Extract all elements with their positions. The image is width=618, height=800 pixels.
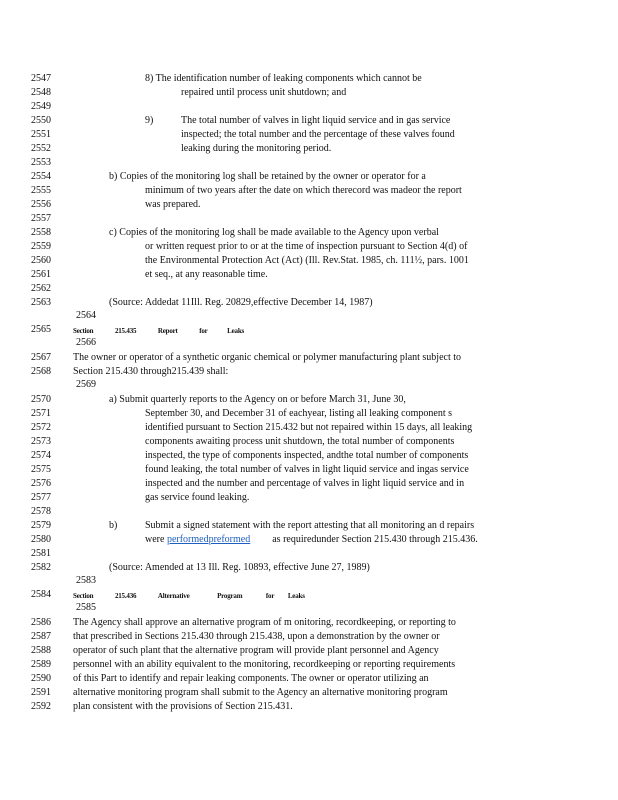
line-number: 2573 (31, 436, 51, 447)
text-line: gas service found leaking. (145, 492, 250, 503)
line-number: 2575 (31, 464, 51, 475)
text-line: the Environmental Protection Act (Act) (Ill. Rev.Stat. 1985, ch. 111½, pars. 1001 (145, 255, 469, 266)
line-number: 2583 (76, 575, 96, 586)
line-number: 2580 (31, 534, 51, 545)
line-number: 2571 (31, 408, 51, 419)
line-number: 2589 (31, 659, 51, 670)
line-number: 2555 (31, 185, 51, 196)
line-number: 2564 (76, 310, 96, 321)
text-line: The owner or operator of a synthetic organic chemical or polymer manufacturing plant subject to (73, 352, 462, 363)
text-line: The total number of valves in light liquid service and in gas service (181, 115, 451, 126)
line-number: 2560 (31, 255, 51, 266)
section-label: Section (73, 592, 94, 600)
line-number: 2588 (31, 645, 51, 656)
text-line: minimum of two years after the date on which therecord was madeor the report (145, 185, 462, 196)
line-number: 2549 (31, 101, 51, 112)
line-number: 2582 (31, 562, 51, 573)
text-line: was prepared. (145, 199, 201, 210)
line-number: 2586 (31, 617, 51, 628)
text-fragment: as requiredunder Section 215.430 through 215.436. (272, 534, 478, 545)
list-marker: 9) (145, 115, 154, 126)
source-note: (Source: Amended at 13 Ill. Reg. 10893, effective June 27, 1989) (109, 562, 370, 573)
line-number: 2569 (76, 379, 96, 390)
section-title-word: for (265, 592, 275, 600)
text-line: of this Part to identify and repair leaking components. The owner or operator utilizing an (73, 673, 429, 684)
line-number: 2553 (31, 157, 51, 168)
line-number: 2572 (31, 422, 51, 433)
section-number: 215.436 (114, 592, 137, 600)
section-title-word: Program (217, 592, 243, 600)
text-line: inspected and the number and percentage of valves in light liquid service and in (145, 478, 465, 489)
section-number: 215.435 (114, 327, 137, 335)
line-number: 2565 (31, 324, 51, 335)
line-number: 2562 (31, 283, 51, 294)
line-number: 2592 (31, 701, 51, 712)
text-line: plan consistent with the provisions of Section 215.431. (73, 701, 293, 712)
line-number: 2554 (31, 171, 51, 182)
text-line: The Agency shall approve an alternative program of m onitoring, recordkeeping, or reporting to (73, 617, 456, 628)
line-number: 2551 (31, 129, 51, 140)
line-number: 2570 (31, 394, 51, 405)
line-number: 2557 (31, 213, 51, 224)
line-number: 2567 (31, 352, 51, 363)
section-title-word: Alternative (157, 592, 190, 600)
section-heading (73, 325, 244, 337)
text-line: et seq., at any reasonable time. (145, 269, 268, 280)
line-number: 2585 (76, 602, 96, 613)
line-number: 2574 (31, 450, 51, 461)
line-number: 2556 (31, 199, 51, 210)
section-heading (73, 590, 305, 602)
line-number: 2579 (31, 520, 51, 531)
line-number: 2566 (76, 337, 96, 348)
line-number: 2587 (31, 631, 51, 642)
text-line: leaking during the monitoring period. (181, 143, 332, 154)
text-line: repaired until process unit shutdown; and (181, 87, 347, 98)
section-title-word: for (199, 327, 208, 335)
text-line: September 30, and December 31 of eachyear, listing all leaking component s (145, 408, 452, 419)
line-number: 2590 (31, 673, 51, 684)
line-number: 2577 (31, 492, 51, 503)
text-line: c) Copies of the monitoring log shall be made available to the Agency upon verbal (109, 227, 439, 238)
revision-link[interactable]: performedpreformed (166, 534, 251, 545)
line-number: 2558 (31, 227, 51, 238)
line-number: 2548 (31, 87, 51, 98)
text-line: components awaiting process unit shutdown, the total number of components (145, 436, 455, 447)
line-number: 2578 (31, 506, 51, 517)
line-number: 2547 (31, 73, 51, 84)
line-number: 2576 (31, 478, 51, 489)
section-title-word: Leaks (287, 592, 305, 600)
line-number: 2552 (31, 143, 51, 154)
line-number: 2559 (31, 241, 51, 252)
line-number: 2568 (31, 366, 51, 377)
list-marker: b) (109, 520, 118, 531)
line-number: 2550 (31, 115, 51, 126)
text-line: Section 215.430 through215.439 shall: (73, 366, 229, 377)
text-line: identified pursuant to Section 215.432 but not repaired within 15 days, all leaking (145, 422, 473, 433)
text-line: or written request prior to or at the time of inspection pursuant to Section 4(d) of (145, 241, 468, 252)
line-number: 2581 (31, 548, 51, 559)
text-line: found leaking, the total number of valves in light liquid service and ingas service (145, 464, 469, 475)
text-line: operator of such plant that the alternative program will provide plant personnel and Agency (73, 645, 439, 656)
source-note: (Source: Addedat 11Ill. Reg. 20829,effective December 14, 1987) (109, 297, 373, 308)
line-number: 2561 (31, 269, 51, 280)
text-line: that prescribed in Sections 215.430 through 215.438, upon a demonstration by the owner or (73, 631, 440, 642)
text-line: b) Copies of the monitoring log shall be retained by the owner or operator for a (109, 171, 426, 182)
text-line (145, 534, 478, 546)
text-line: 8) The identification number of leaking components which cannot be (145, 73, 422, 84)
text-fragment: were (145, 534, 167, 545)
text-line: inspected, the type of components inspected, andthe total number of components (145, 450, 469, 461)
section-label: Section (73, 327, 94, 335)
text-line: a) Submit quarterly reports to the Agency on or before March 31, June 30, (109, 394, 406, 405)
text-line: inspected; the total number and the percentage of these valves found (181, 129, 455, 140)
section-title-word: Report (157, 327, 178, 335)
line-number: 2563 (31, 297, 51, 308)
section-title-word: Leaks (227, 327, 245, 335)
text-line: Submit a signed statement with the report attesting that all monitoring an d repairs (145, 520, 475, 531)
text-line: alternative monitoring program shall submit to the Agency an alternative monitoring program (73, 687, 448, 698)
text-line: personnel with an ability equivalent to the monitoring, recordkeeping or reporting requirements (73, 659, 456, 670)
line-number: 2591 (31, 687, 51, 698)
line-number: 2584 (31, 589, 51, 600)
